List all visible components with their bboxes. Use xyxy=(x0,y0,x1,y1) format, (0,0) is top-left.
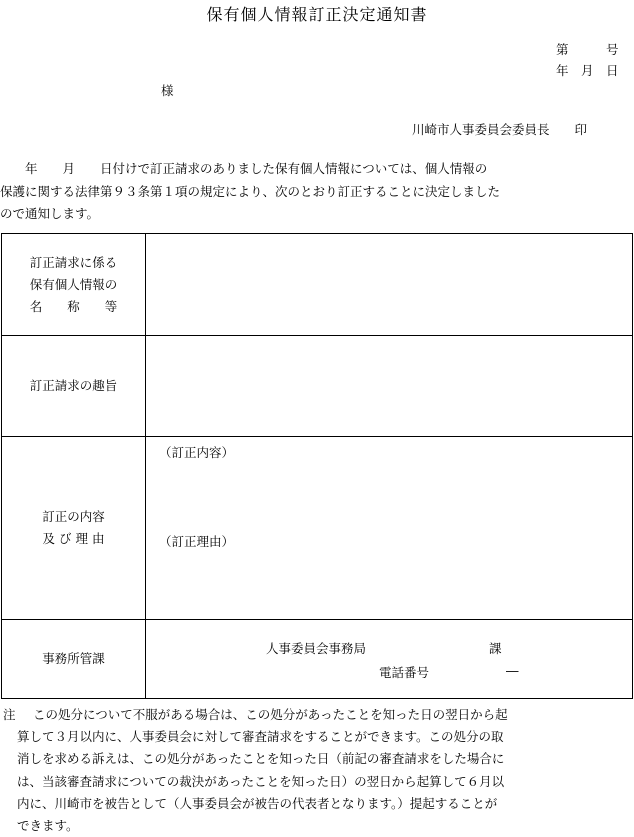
addressee-suffix: 様 xyxy=(161,83,174,98)
phone-dash: ― xyxy=(506,663,519,678)
row-label-info-name: 訂正請求に係る 保有個人情報の 名 称 等 xyxy=(2,234,146,336)
sender-line: 川崎市人事委員会委員長 印 xyxy=(412,122,588,137)
note-line: は、当該審査請求についての裁決があったことを知った日）の翌日から起算して６月以 xyxy=(17,773,505,789)
table-row xyxy=(2,437,633,620)
body-text xyxy=(0,158,634,226)
document-title: 保有個人情報訂正決定通知書 xyxy=(206,5,428,24)
document-number: 第 号 xyxy=(556,42,619,57)
body-line: 保護に関する法律第９３条第１項の規定により、次のとおり訂正することに決定しました xyxy=(0,183,501,199)
row-label-purpose: 訂正請求の趣旨 xyxy=(2,336,146,437)
decision-table xyxy=(1,233,633,699)
document-date: 年 月 日 xyxy=(556,63,619,78)
note-head: 注 xyxy=(3,707,16,722)
row-label-correction: 訂正の内容 及 び 理 由 xyxy=(2,437,146,620)
row-label-office: 事務所管課 xyxy=(2,620,146,699)
table-row xyxy=(2,234,633,336)
note-line: 算して３月以内に、人事委員会に対して審査請求をすることができます。この処分の取 xyxy=(17,729,504,745)
note-line: できます。 xyxy=(17,818,79,834)
correction-reason-label: （訂正理由） xyxy=(159,534,235,549)
body-line: 年 月 日付けで訂正請求のありました保有個人情報については、個人情報の xyxy=(0,161,488,176)
note-line: 内に、川崎市を被告として（人事委員会が被告の代表者となります。）提起することが xyxy=(17,795,498,811)
note-line: 消しを求める訴えは、この処分があったことを知った日（前記の審査請求をした場合に xyxy=(17,751,505,767)
section-suffix: 課 xyxy=(489,641,502,656)
row-value-office xyxy=(146,620,633,699)
office-name: 人事委員会事務局 xyxy=(266,641,367,656)
row-value-purpose[interactable] xyxy=(146,336,633,437)
row-value-correction[interactable] xyxy=(146,437,633,620)
correction-content-label: （訂正内容） xyxy=(159,445,235,460)
table-row xyxy=(2,336,633,437)
row-value-info-name[interactable] xyxy=(146,234,633,336)
note-first-line: この処分について不服がある場合は、この処分があったことを知った日の翌日から起 xyxy=(33,707,508,722)
table-row xyxy=(2,620,633,699)
note-block xyxy=(3,704,633,837)
phone-label: 電話番号 xyxy=(379,665,430,680)
body-line: ので通知します。 xyxy=(0,206,100,221)
